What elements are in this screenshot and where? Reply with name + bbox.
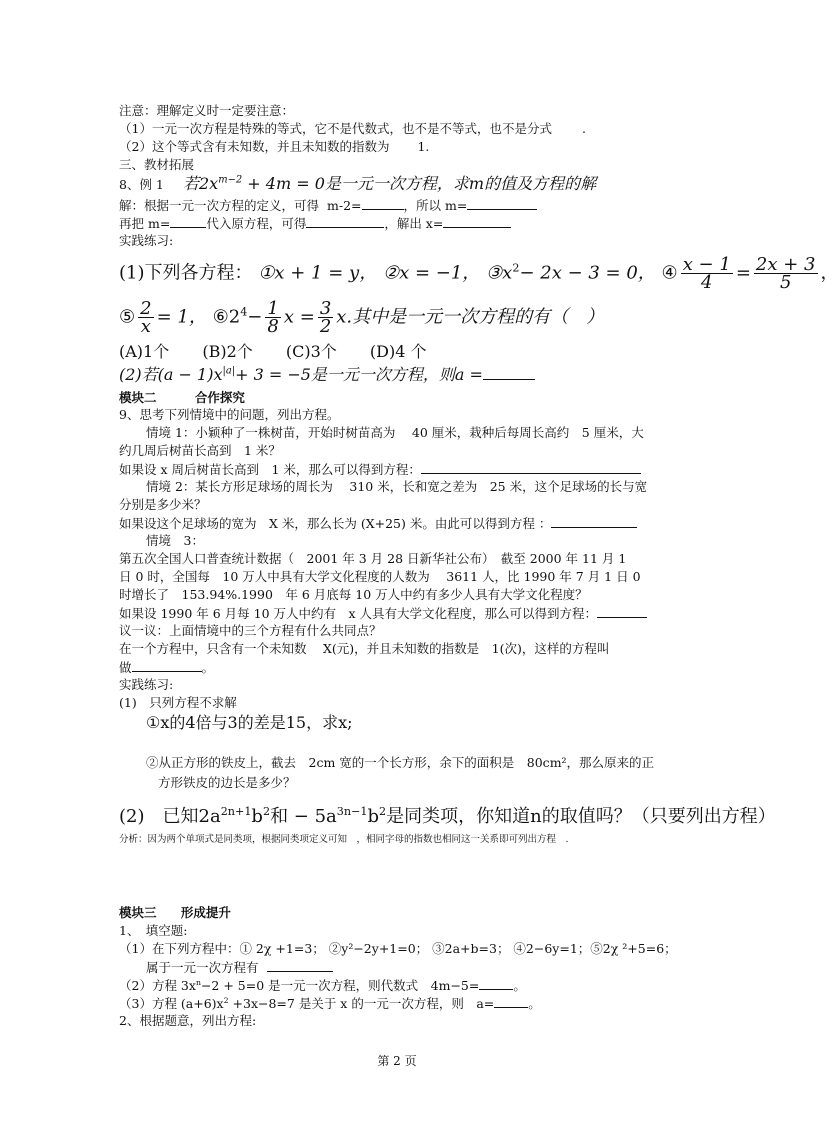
fill-3-exp: 2	[223, 995, 229, 1005]
fill-blank-title: 1、 填空题:	[119, 923, 188, 938]
definition-line2	[119, 659, 214, 676]
practice-2-q2	[119, 806, 776, 828]
choice-a[interactable]: (A)1个	[119, 342, 170, 361]
fraction-2-over-x	[138, 300, 153, 335]
blank-m-minus-2[interactable]	[362, 197, 404, 210]
example-8-solve-1	[119, 197, 537, 214]
module-3-subtitle: 形成提升	[180, 905, 231, 920]
practice-1-title: 实践练习:	[119, 233, 174, 248]
q1-eq-6e: x.其中是一元一次方程的有（ ）	[336, 306, 605, 328]
blank-fill-1[interactable]	[267, 959, 333, 972]
q2-like-terms-b: b	[251, 806, 263, 827]
q1-eq-5: ⑤	[119, 306, 136, 328]
solve1-text-a: 解：根据一元一次方程的定义，可得	[119, 198, 320, 213]
example-8	[119, 174, 596, 195]
fraction-1-over-8	[265, 300, 280, 335]
q1-eq-6a: ⑥2	[212, 306, 241, 328]
blank-definition[interactable]	[132, 659, 202, 672]
q1-intro: (1)下列各方程：	[119, 262, 253, 284]
module-2-heading	[119, 390, 245, 406]
q1-eq-1: ①x + 1 = y，	[258, 262, 378, 284]
solve2-text-b: 代入原方程，可得	[206, 216, 307, 231]
fill-1-answer	[146, 959, 333, 976]
frac2-num: 2x + 3	[755, 254, 816, 275]
eq-sign: =	[735, 262, 751, 284]
note-2	[119, 139, 429, 155]
scenario-1-line2: 约几周后树苗长高到 1 米？	[119, 443, 281, 458]
practice-2-q1: (1) 只列方程不求解	[119, 695, 237, 710]
q2-exp-3: 3n−1	[336, 805, 368, 818]
blank-m[interactable]	[467, 197, 537, 210]
fill-1: （1）在下列方程中：① 2χ +1=3； ②y²−2y+1=0； ③2a+b=3； ④2−6y=1；⑤2χ ²+5=6；	[119, 941, 677, 956]
module-2-title: 模块二	[119, 390, 157, 405]
q2-exp-4: 2	[379, 805, 387, 818]
scenario-3-line1: 第五次全国人口普查统计数据（ 2001 年 3 月 28 日新华社公布） 截至 2000 年 11 月 1	[119, 551, 627, 566]
blank-scenario-2[interactable]	[551, 515, 637, 528]
q1-eq-2: ②x = −1，	[382, 262, 481, 284]
blank-fill-2[interactable]	[479, 977, 513, 990]
definition-end: 。	[201, 660, 215, 675]
q2-exp: |a|	[222, 365, 236, 377]
fill-3-text-b: +3x−8=7 是关于 x 的一元一次方程，则 a=	[228, 996, 495, 1011]
q2-like-terms-d: b	[367, 806, 380, 827]
example-8-eq-pre: 若2x	[182, 174, 219, 193]
practice-2-q1-a: ①x的4倍与3的差是15，求x;	[146, 713, 353, 732]
discussion: 议一议：上面情境中的三个方程有什么共同点？	[119, 623, 382, 638]
q1-eq-6c: −	[247, 306, 263, 328]
q2-like-terms-e: 是同类项，你知道n的取值吗？（只要列出方程）	[386, 806, 776, 827]
frac5-num: 3	[319, 298, 332, 319]
module-3-title: 模块三	[119, 905, 157, 920]
q1-eq-4: ④	[661, 262, 678, 284]
note-1-text: （1）一元一次方程是特殊的等式，它不是代数式，也不是不等式，也不是分式	[119, 121, 552, 136]
fraction-3-over-2	[318, 300, 333, 335]
q2-text-a: (2)若(a − 1)x	[119, 365, 223, 384]
q1-eq-5b: = 1，	[156, 306, 207, 328]
fill-3-text-a: （3）方程 (a+6)x	[119, 996, 224, 1011]
frac5-den: 2	[319, 316, 332, 337]
scenario-2-text: 如果设这个足球场的宽为 X 米，那么长为 (X+25) 米。由此可以得到方程 ：	[119, 516, 552, 531]
practice-1-q1-line2	[119, 300, 604, 335]
scenario-2-line2: 分别是多少米？	[119, 497, 207, 512]
scenario-3-line2: 日 0 时，全国每 10 万人中具有大学文化程度的人数为 3611 人，比 1990 年 7 月 1 日 0	[119, 569, 641, 584]
example-8-exp: m−2	[218, 174, 243, 186]
q9-intro: 9、思考下列情境中的问题，列出方程。	[119, 407, 340, 422]
choice-c[interactable]: (C)3个	[285, 342, 337, 361]
note-1	[119, 121, 586, 137]
q1-eq-3a: ③x	[486, 262, 513, 284]
fill-2-text-a: （2）方程 3x	[119, 978, 196, 993]
definition-line1: 在一个方程中，只含有一个未知数 X(元)，并且未知数的指数是 1(次)，这样的方程叫	[119, 641, 610, 656]
scenario-2-line1: 情境 2：某长方形足球场的周长为 310 米，长和宽之差为 25 米，这个足球场的长与宽	[146, 479, 648, 494]
blank-a-value[interactable]	[483, 364, 535, 380]
fill-3	[119, 995, 541, 1012]
example-8-eq-post: + 4m = 0是一元一次方程，求m的值及方程的解	[247, 174, 597, 193]
fill-2	[119, 977, 526, 994]
blank-m-substitute[interactable]	[170, 215, 206, 228]
q1-eq-6-exp: 4	[240, 305, 248, 319]
q1-eq-3-exp: 2	[512, 261, 520, 275]
fill-1-text: 属于一元一次方程有	[146, 960, 259, 975]
q2-text-b: + 3 = −5是一元一次方程，则a =	[235, 365, 483, 384]
solve2-text-a: 再把 m=	[119, 216, 171, 231]
fill-3-end: 。	[528, 996, 541, 1011]
analysis: 分析：因为两个单项式是同类项，根据同类项定义可知 ，相同字母的指数也相同这一关系即可列出方程 .	[119, 834, 569, 845]
q2-like-terms-c: 和 − 5a	[270, 806, 337, 827]
blank-scenario-1[interactable]	[421, 461, 641, 474]
definition-text: 做	[119, 660, 132, 675]
frac1-num: x − 1	[682, 254, 731, 275]
blank-scenario-3[interactable]	[597, 605, 647, 618]
scenario-3-title: 情境 3：	[146, 533, 204, 548]
scenario-3-line3: 时增长了 153.94%.1990 年 6 月底每 10 万人中约有多少人具有大学文化程度？	[119, 587, 588, 602]
q2-exp-2: 2	[262, 805, 271, 818]
fill-2-exp: n	[195, 977, 201, 987]
page-number: 第 2 页	[377, 1054, 417, 1068]
note-title: 注意：理解定义时一定要注意：	[119, 103, 295, 118]
practice-2-q1-b-line2: 方形铁皮的边长是多少？	[158, 775, 296, 790]
scenario-3-text: 如果设 1990 年 6 月每 10 万人中约有 x 人具有大学文化程度，那么可以得到方程：	[119, 606, 598, 621]
section-3-title: 三、教材拓展	[119, 157, 195, 172]
practice-1-q2	[119, 364, 535, 385]
frac3-den: x	[140, 316, 151, 337]
scenario-1-line1: 情境 1：小颖种了一株树苗，开始时树苗高为 40 厘米，栽种后每周长高约 5 厘米，大	[146, 425, 644, 440]
question-2: 2、根据题意，列出方程:	[119, 1013, 257, 1028]
practice-1-choices	[119, 342, 426, 362]
fraction-2x-plus-3-over-5	[754, 256, 818, 291]
comma: ，	[820, 262, 839, 284]
scenario-1-line3	[119, 461, 641, 478]
module-2-subtitle: 合作探究	[194, 390, 245, 405]
example-8-label: 8、例 1	[119, 177, 164, 192]
solve1-text-c: ，所以 m=	[403, 198, 468, 213]
example-8-solve-2	[119, 215, 511, 232]
frac2-den: 5	[779, 272, 792, 293]
fill-2-end: 。	[513, 978, 526, 993]
practice-2-title: 实践练习:	[119, 677, 174, 692]
note-1-end: .	[581, 121, 586, 136]
q1-eq-3c: − 2x − 3 = 0，	[519, 262, 656, 284]
blank-x[interactable]	[443, 215, 511, 228]
frac4-den: 8	[267, 316, 279, 337]
scenario-2-line3	[119, 515, 637, 532]
blank-fill-3[interactable]	[494, 995, 528, 1008]
frac1-den: 4	[701, 272, 713, 293]
frac4-num: 1	[267, 298, 279, 319]
scenario-1-text: 如果设 x 周后树苗长高到 1 米，那么可以得到方程：	[119, 462, 421, 477]
solve1-text-b: m-2=	[327, 198, 362, 213]
fraction-x-minus-1-over-4	[681, 256, 733, 291]
practice-1-q1-line1	[119, 256, 839, 291]
scenario-3-line4	[119, 605, 647, 622]
choice-b[interactable]: (B)2个	[202, 342, 253, 361]
q2-exp-1: 2n+1	[220, 805, 252, 818]
note-2-value: 1.	[417, 139, 430, 154]
note-2-text: （2）这个等式含有未知数，并且未知数的指数为	[119, 139, 390, 154]
solve2-text-c: ，解出 x=	[384, 216, 444, 231]
q1-eq-6d: x =	[283, 306, 315, 328]
fill-2-text-b: −2 + 5=0 是一元一次方程，则代数式 4m−5=	[200, 978, 480, 993]
practice-2-q1-b-line1: ②从正方形的铁皮上，截去 2cm 宽的一个长方形，余下的面积是 80cm²，那么原来的正	[146, 755, 655, 770]
choice-d[interactable]: (D)4 个	[369, 342, 427, 361]
module-3-heading	[119, 905, 231, 921]
frac3-num: 2	[140, 298, 152, 319]
blank-equation[interactable]	[306, 215, 384, 228]
q2-like-terms-a: (2) 已知2a	[119, 806, 221, 827]
